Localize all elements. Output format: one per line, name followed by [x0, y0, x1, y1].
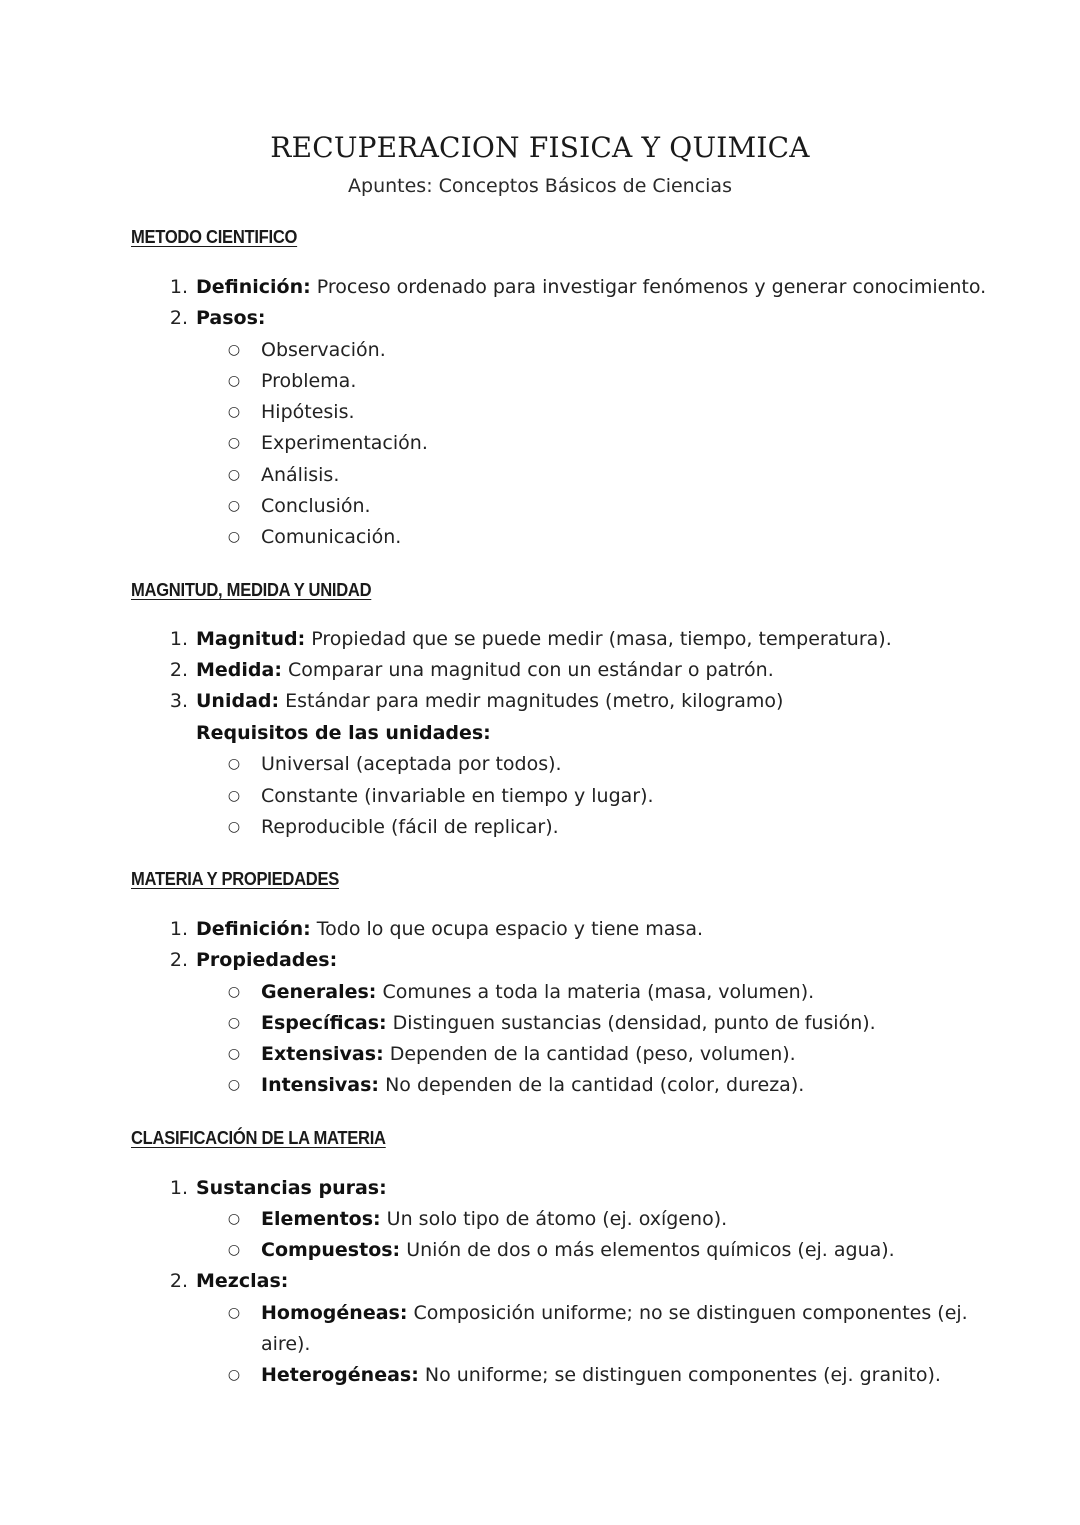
term-definition: Un solo tipo de átomo (ej. oxígeno). [380, 1208, 728, 1230]
term-label: Mezclas: [196, 1270, 289, 1292]
term-definition: Estándar para medir magnitudes (metro, kilogramo) [279, 690, 784, 712]
hollow-bullet-icon: ○ [227, 1015, 241, 1031]
hollow-bullet-icon: ○ [227, 404, 241, 420]
list-number: 2. [169, 659, 188, 681]
requirements-label: Requisitos de las unidades: [196, 722, 491, 744]
hollow-bullet-icon: ○ [227, 756, 241, 772]
section-heading-materia-propiedades: MATERIA Y PROPIEDADES [131, 869, 339, 889]
bullet-text: Universal (aceptada por todos). [261, 753, 562, 775]
bullet-text: Comunicación. [261, 526, 402, 548]
term-definition: Dependen de la cantidad (peso, volumen). [383, 1043, 796, 1065]
bullet-text: Conclusión. [261, 495, 371, 517]
term-definition-continuation: aire). [261, 1333, 311, 1355]
hollow-bullet-icon: ○ [227, 498, 241, 514]
term-label: Magnitud: [196, 628, 306, 650]
bullet-text: Observación. [261, 339, 386, 361]
hollow-bullet-icon: ○ [227, 984, 241, 1000]
hollow-bullet-icon: ○ [227, 819, 241, 835]
hollow-bullet-icon: ○ [227, 342, 241, 358]
term-label: Extensivas: [261, 1043, 384, 1065]
term-label: Intensivas: [261, 1074, 380, 1096]
bullet-text: Hipótesis. [261, 401, 355, 423]
list-number: 2. [169, 1270, 188, 1292]
bullet-text: Reproducible (fácil de replicar). [261, 816, 559, 838]
document-subtitle: Apuntes: Conceptos Básicos de Ciencias [348, 175, 732, 197]
term-definition: Distinguen sustancias (densidad, punto de fusión). [386, 1012, 876, 1034]
hollow-bullet-icon: ○ [227, 435, 241, 451]
term-label: Compuestos: [261, 1239, 401, 1261]
list-number: 1. [169, 276, 188, 298]
term-definition: Proceso ordenado para investigar fenómenos y generar conocimiento. [310, 276, 987, 298]
list-number: 3. [169, 690, 188, 712]
term-label: Unidad: [196, 690, 280, 712]
term-label: Generales: [261, 981, 377, 1003]
list-number: 2. [169, 307, 188, 329]
term-label: Pasos: [196, 307, 266, 329]
term-label: Propiedades: [196, 949, 338, 971]
hollow-bullet-icon: ○ [227, 1367, 241, 1383]
hollow-bullet-icon: ○ [227, 788, 241, 804]
list-number: 2. [169, 949, 188, 971]
term-definition: No uniforme; se distinguen componentes (ej. granito). [418, 1364, 941, 1386]
hollow-bullet-icon: ○ [227, 1211, 241, 1227]
term-definition: Todo lo que ocupa espacio y tiene masa. [310, 918, 704, 940]
list-number: 1. [169, 918, 188, 940]
term-label: Definición: [196, 918, 311, 940]
term-label: Específicas: [261, 1012, 387, 1034]
document-title: RECUPERACION FISICA Y QUIMICA [270, 131, 810, 164]
term-label: Medida: [196, 659, 282, 681]
bullet-text: Experimentación. [261, 432, 428, 454]
hollow-bullet-icon: ○ [227, 529, 241, 545]
term-definition: Composición uniforme; no se distinguen componentes (ej. [407, 1302, 968, 1324]
hollow-bullet-icon: ○ [227, 373, 241, 389]
bullet-text: Problema. [261, 370, 357, 392]
term-label: Elementos: [261, 1208, 381, 1230]
term-label: Sustancias puras: [196, 1177, 387, 1199]
bullet-text: Análisis. [261, 464, 340, 486]
section-heading-metodo-cientifico: METODO CIENTIFICO [131, 227, 298, 247]
hollow-bullet-icon: ○ [227, 1046, 241, 1062]
term-definition: No dependen de la cantidad (color, dureza). [379, 1074, 805, 1096]
bullet-text: Constante (invariable en tiempo y lugar). [261, 785, 654, 807]
term-label: Heterogéneas: [261, 1364, 419, 1386]
term-definition: Unión de dos o más elementos químicos (ej. agua). [400, 1239, 895, 1261]
hollow-bullet-icon: ○ [227, 1305, 241, 1321]
list-number: 1. [169, 628, 188, 650]
term-definition: Comparar una magnitud con un estándar o patrón. [281, 659, 774, 681]
term-definition: Comunes a toda la materia (masa, volumen). [376, 981, 815, 1003]
hollow-bullet-icon: ○ [227, 467, 241, 483]
term-definition: Propiedad que se puede medir (masa, tiempo, temperatura). [305, 628, 892, 650]
hollow-bullet-icon: ○ [227, 1242, 241, 1258]
term-label: Definición: [196, 276, 311, 298]
section-heading-magnitud-medida-unidad: MAGNITUD, MEDIDA Y UNIDAD [131, 580, 372, 600]
hollow-bullet-icon: ○ [227, 1077, 241, 1093]
list-number: 1. [169, 1177, 188, 1199]
section-heading-clasificacion-materia: CLASIFICACIÓN DE LA MATERIA [131, 1128, 386, 1148]
term-label: Homogéneas: [261, 1302, 408, 1324]
